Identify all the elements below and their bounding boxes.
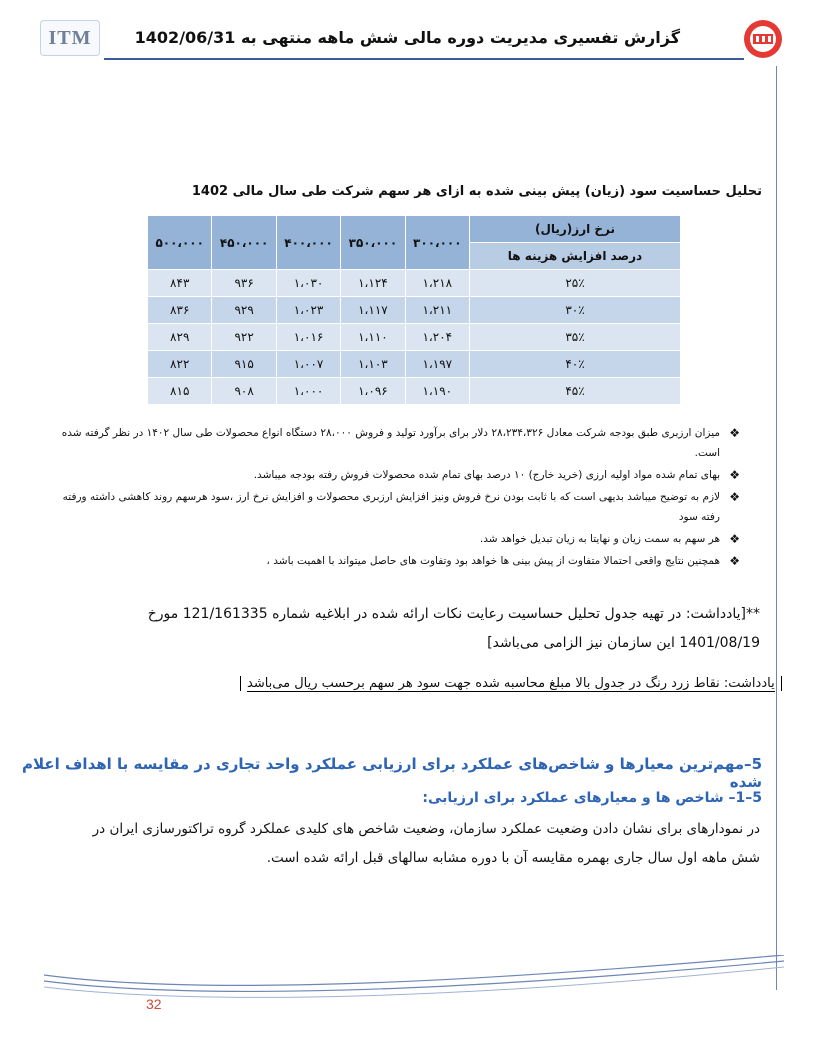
- frame-line: [776, 66, 777, 990]
- diamond-bullet-icon: ❖: [729, 554, 740, 568]
- cell: ۱،۲۰۴: [405, 324, 469, 351]
- corner-top: نرخ ارز(ریال): [470, 216, 681, 243]
- section-heading: 5–مهم‌ترین معیارها و شاخص‌های عملکرد برای ارزیابی عملکرد واحد تجاری در مقایسه با اهداف اعلام شده: [22, 755, 762, 791]
- cell: ۱،۰۲۳: [276, 297, 340, 324]
- note-regulation: **[یادداشت: در تهیه جدول تحلیل حساسیت رعایت نکات ارائه شده در ابلاغیه شماره 121/161335 مورخ 1401/08/19 این سازمان نیز الزامی می‌باشد]: [147, 606, 760, 651]
- table-row: [148, 270, 681, 297]
- list-item: [60, 551, 740, 571]
- bullet-text: میزان ارزبری طبق بودجه شرکت معادل ۲۸،۲۳۴،۳۲۶ دلار برای برآورد تولید و فروش ۲۸،۰۰۰ دستگاه انواع محصولات طی سال ۱۴۰۲ در نظر گرفته شده است.: [61, 427, 720, 459]
- table-title: تحلیل حساسیت سود (زیان) پیش بینی شده به ازای هر سهم شرکت طی سال مالی 1402: [191, 184, 762, 199]
- cell: ۱،۰۳۰: [276, 270, 340, 297]
- diamond-bullet-icon: ❖: [729, 426, 740, 440]
- cell: ۸۲۲: [148, 351, 212, 378]
- bullet-list: [60, 423, 740, 573]
- table-row: [148, 297, 681, 324]
- company-logo-icon: [742, 18, 784, 60]
- bullet-text: همچنین نتایج واقعی احتمالا متفاوت از پیش بینی ها خواهد بود وتفاوت های حاصل میتواند با اهمیت باشد ،: [266, 555, 720, 567]
- table-row: [148, 324, 681, 351]
- cell: ۸۴۳: [148, 270, 212, 297]
- row-label: ۴۵٪: [470, 378, 681, 405]
- col-header: ۴۰۰،۰۰۰: [276, 216, 340, 270]
- cell: ۱،۲۱۸: [405, 270, 469, 297]
- list-item: [60, 529, 740, 549]
- col-header: ۴۵۰،۰۰۰: [212, 216, 276, 270]
- cell: ۹۲۹: [212, 297, 276, 324]
- cell: ۹۱۵: [212, 351, 276, 378]
- list-item: [60, 487, 740, 527]
- bullet-text: بهای تمام شده مواد اولیه ارزی (خرید خارج) ۱۰ درصد بهای تمام شده محصولات فروش رفته بودجه میباشد.: [253, 469, 720, 481]
- diamond-bullet-icon: ❖: [729, 490, 740, 504]
- corner-bottom: درصد افزایش هزینه ها: [470, 243, 681, 270]
- table-row: [148, 351, 681, 378]
- cell: ۱،۱۹۰: [405, 378, 469, 405]
- cell: ۸۳۶: [148, 297, 212, 324]
- cell: ۱،۰۰۷: [276, 351, 340, 378]
- sensitivity-table: [147, 215, 681, 405]
- col-header: ۳۰۰،۰۰۰: [405, 216, 469, 270]
- row-label: ۴۰٪: [470, 351, 681, 378]
- row-label: ۳۰٪: [470, 297, 681, 324]
- bullet-text: لازم به توضیح میباشد بدیهی است که با ثابت بودن نرخ فروش ونیز افزایش ارزبری محصولات و افزایش نرخ ارز ،سود هرسهم روند کاهشی داشته ورفته رفته سود: [62, 491, 720, 523]
- col-header: ۵۰۰،۰۰۰: [148, 216, 212, 270]
- bullet-text: هر سهم به سمت زیان و نهایتا به زیان تبدیل خواهد شد.: [479, 533, 720, 545]
- cell: ۱،۱۰۳: [341, 351, 405, 378]
- note-text: یادداشت: نقاط زرد رنگ در جدول بالا مبلغ محاسبه شده جهت سود هر سهم برحسب ریال می‌باشد: [247, 676, 775, 691]
- diamond-bullet-icon: ❖: [729, 532, 740, 546]
- cell: ۱،۱۱۷: [341, 297, 405, 324]
- cell: ۱،۰۹۶: [341, 378, 405, 405]
- table-row: [148, 378, 681, 405]
- cell: ۱،۱۲۴: [341, 270, 405, 297]
- subsection-heading: 5–1– شاخص ها و معیارهای عملکرد برای ارزیابی:: [422, 790, 762, 806]
- itm-logo: ITM: [40, 20, 100, 56]
- diamond-bullet-icon: ❖: [729, 468, 740, 482]
- header-title: گزارش تفسیری مدیریت دوره مالی شش ماهه منتهی به 1402/06/31: [134, 28, 680, 47]
- row-label: ۳۵٪: [470, 324, 681, 351]
- cell: ۱،۱۹۷: [405, 351, 469, 378]
- cell: ۹۰۸: [212, 378, 276, 405]
- page-header: [32, 14, 792, 66]
- col-header: ۳۵۰،۰۰۰: [341, 216, 405, 270]
- row-label: ۲۵٪: [470, 270, 681, 297]
- header-divider: [104, 58, 744, 60]
- body-paragraph: در نمودارهای برای نشان دادن وضعیت عملکرد سازمان، وضعیت شاخص های کلیدی عملکرد گروه تراکتورسازی ایران در شش ماهه اول سال جاری بهمره مقایسه آن با دوره مشابه سالهای قبل ارائه شده است.: [92, 821, 760, 866]
- cell: ۱،۰۱۶: [276, 324, 340, 351]
- cell: ۹۳۶: [212, 270, 276, 297]
- cell: ۱،۲۱۱: [405, 297, 469, 324]
- cell: ۹۲۲: [212, 324, 276, 351]
- cell: ۱،۱۱۰: [341, 324, 405, 351]
- note-yellow-points: [240, 676, 782, 691]
- cell: ۸۱۵: [148, 378, 212, 405]
- page-number: 32: [146, 996, 162, 1012]
- list-item: [60, 465, 740, 485]
- cell: ۱،۰۰۰: [276, 378, 340, 405]
- list-item: [60, 423, 740, 463]
- cell: ۸۲۹: [148, 324, 212, 351]
